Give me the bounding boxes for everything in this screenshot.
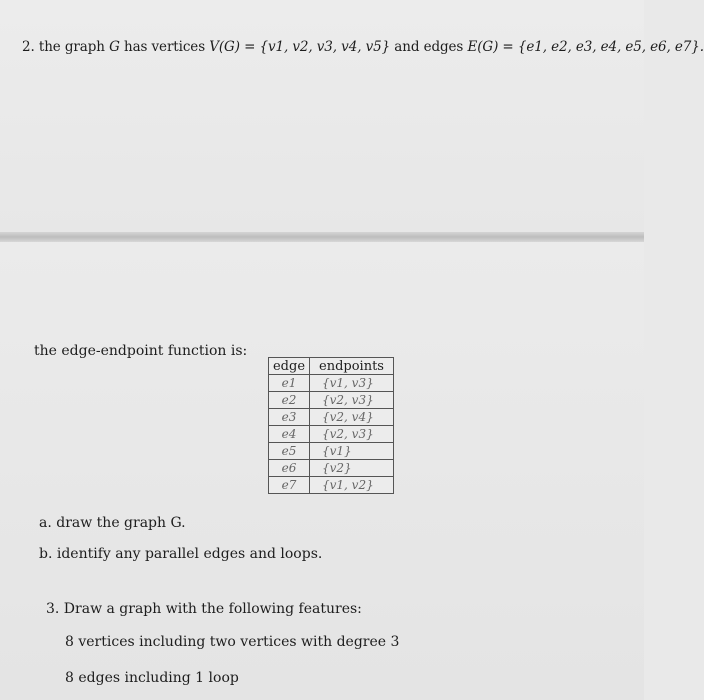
vertex-set: V(G) = {v1, v2, v3, v4, v5} [209,39,391,55]
question-3-feature: 8 edges including 1 loop [65,670,239,686]
question-2-statement [22,39,704,55]
endpoints-cell: {v2, v4} [310,409,394,426]
endpoints-cell: {v2, v3} [310,426,394,443]
endpoints-cell: {v1, v2} [310,477,394,494]
edge-cell: e6 [269,460,310,477]
endpoints-cell: {v2, v3} [310,392,394,409]
edge-endpoint-table [268,357,394,494]
table-row [269,375,394,392]
question-3-title: 3. Draw a graph with the following features: [46,601,362,617]
edge-cell: e3 [269,409,310,426]
endpoints-cell: {v1} [310,443,394,460]
edges-phrase: and edges [394,39,464,55]
table-header-row [269,358,394,375]
question-intro: the graph [38,39,105,55]
edge-cell: e4 [269,426,310,443]
table-row [269,477,394,494]
table-row [269,443,394,460]
table-row [269,392,394,409]
graph-name: G [109,39,120,55]
edge-cell: e2 [269,392,310,409]
edge-cell: e1 [269,375,310,392]
panel-divider [0,232,644,242]
table-row [269,460,394,477]
task-a: a. draw the graph G. [39,515,186,531]
endpoints-column-header: endpoints [310,358,394,375]
endpoints-cell: {v1, v3} [310,375,394,392]
table-row [269,409,394,426]
edge-set: E(G) = {e1, e2, e3, e4, e5, e6, e7}. [467,39,704,55]
edge-cell: e5 [269,443,310,460]
table-row [269,426,394,443]
vertices-phrase: has vertices [123,39,206,55]
edge-cell: e7 [269,477,310,494]
question-3-feature: 8 vertices including two vertices with degree 3 [65,634,400,650]
endpoints-cell: {v2} [310,460,394,477]
question-number: 2. [22,39,35,55]
task-b: b. identify any parallel edges and loops. [39,546,323,562]
edge-function-label: the edge-endpoint function is: [34,343,248,359]
question-2-panel [0,0,644,232]
edge-column-header: edge [269,358,310,375]
